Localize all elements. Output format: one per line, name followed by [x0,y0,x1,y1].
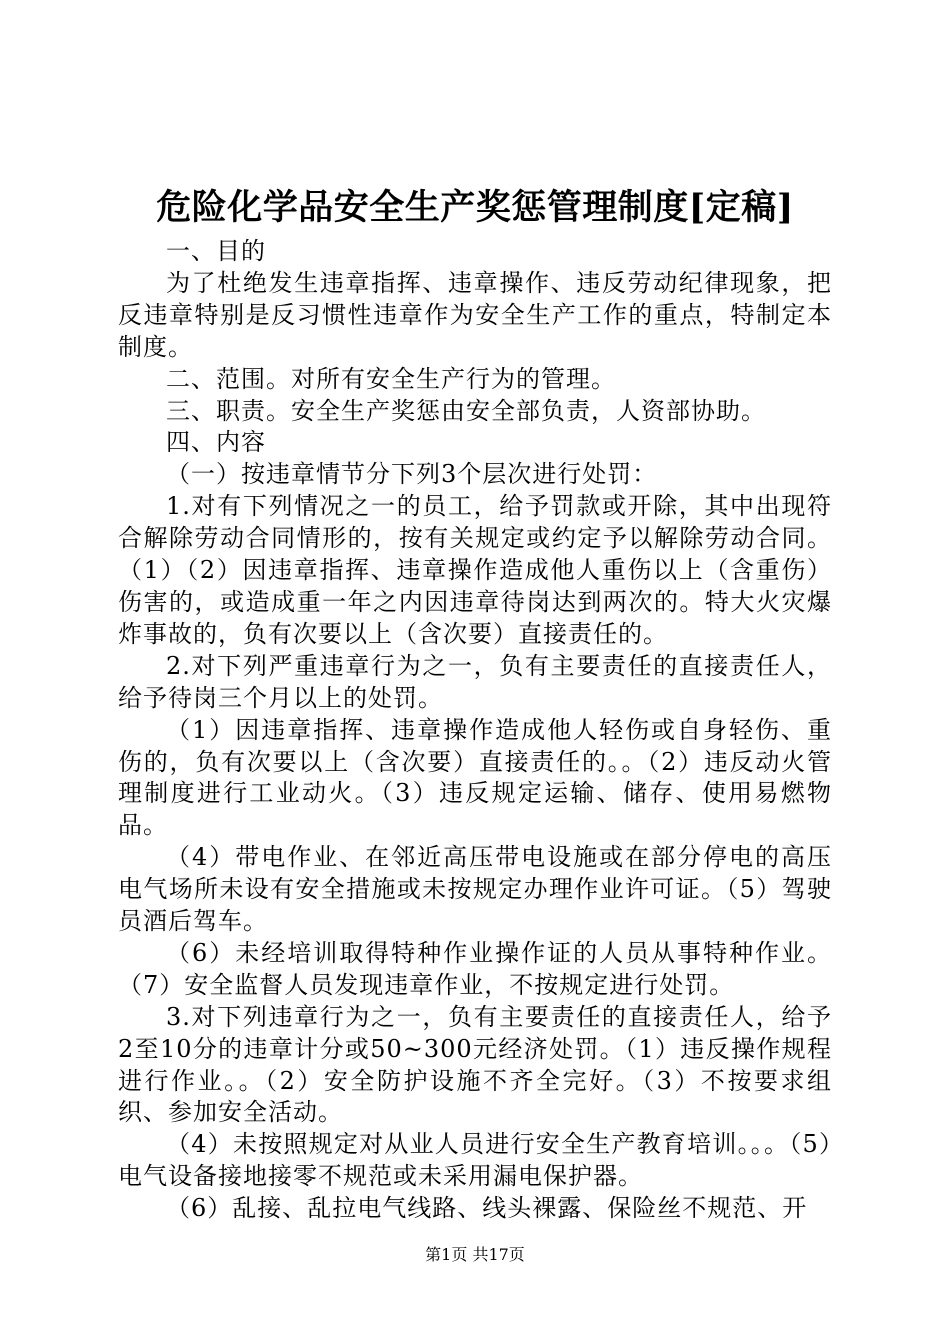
paragraph-item-2-sub-1-3: （1）因违章指挥、违章操作造成他人轻伤或自身轻伤、重伤的，负有次要以上（含次要）直接责任的。。（2）违反动火管理制度进行工业动火。（3）违反规定运输、储存、使用易燃物品。 [118,715,832,840]
document-title: 危险化学品安全生产奖惩管理制度[定稿] [156,187,794,228]
section-heading-duties: 三、职责。安全生产奖惩由安全部负责，人资部协助。 [166,396,766,425]
subsection-heading-levels: （一）按违章情节分下列3个层次进行处罚： [166,460,658,489]
paragraph-item-2-sub-6-7: （6）未经培训取得特种作业操作证的人员从事特种作业。（7）安全监督人员发现违章作业，不按规定进行处罚。 [118,938,832,999]
paragraph-item-2-sub-4-5: （4）带电作业、在邻近高压带电设施或在部分停电的高压电气场所未设有安全措施或未按规定办理作业许可证。（5）驾驶员酒后驾车。 [118,843,832,936]
paragraph-item-1: 1.对有下列情况之一的员工，给予罚款或开除，其中出现符合解除劳动合同情形的，按有关规定或约定予以解除劳动合同。（1）（2）因违章指挥、违章操作造成他人重伤以上（含重伤）伤害的，或造成重一年之内因违章待岗达到两次的。特大火灾爆炸事故的，负有次要以上（含次要）直接责任的。 [118,492,832,648]
section-heading-purpose: 一、目的 [166,237,266,265]
section-heading-content: 四、内容 [166,428,266,457]
paragraph-item-3-sub-6: （6）乱接、乱拉电气线路、线头裸露、保险丝不规范、开 [166,1194,808,1223]
section-heading-scope: 二、范围。对所有安全生产行为的管理。 [166,364,616,393]
paragraph-purpose: 为了杜绝发生违章指挥、违章操作、违反劳动纪律现象，把反违章特别是反习惯性违章作为安全生产工作的重点，特制定本制度。 [118,268,832,361]
paragraph-item-2: 2.对下列严重违章行为之一，负有主要责任的直接责任人，给予待岗三个月以上的处罚。 [118,651,832,712]
paragraph-item-3: 3.对下列违章行为之一，负有主要责任的直接责任人，给予2至10分的违章计分或50~300元经济处罚。（1）违反操作规程进行作业。。（2）安全防护设施不齐全完好。（3）不按要求组织、参加安全活动。 [118,1002,832,1127]
document-body [118,236,832,1225]
paragraph-item-3-sub-4-5: （4）未按照规定对从业人员进行安全生产教育培训。。。（5）电气设备接地接零不规范或未采用漏电保护器。 [118,1130,832,1191]
page-number-footer: 第1页 共17页 [425,1245,525,1264]
